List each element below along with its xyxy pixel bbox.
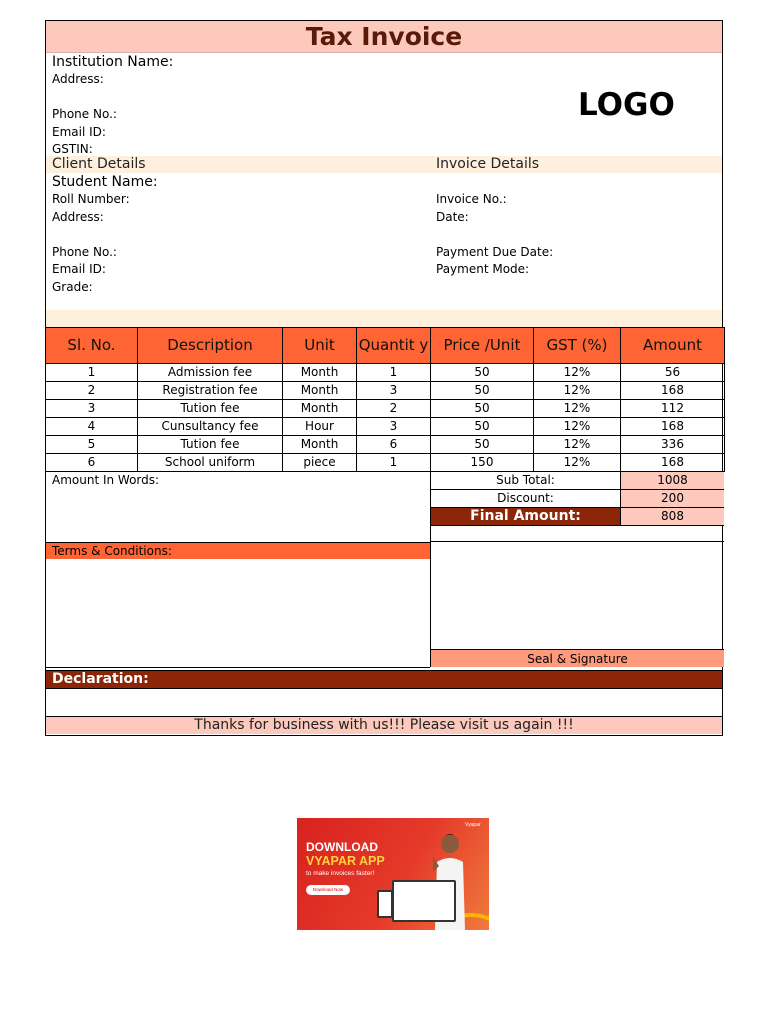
invoice-no-label: Invoice No.: xyxy=(436,192,507,206)
table-cell: 6 xyxy=(46,454,138,472)
institution-name-label: Institution Name: xyxy=(52,54,174,70)
banner-line3: to make invoices faster! xyxy=(306,870,375,877)
col-header: GST (%) xyxy=(534,328,621,364)
client-address-label: Address: xyxy=(52,209,104,224)
roll-number-label: Roll Number: xyxy=(52,192,130,206)
invoice-date-label: Date: xyxy=(436,209,469,224)
table-cell: 12% xyxy=(534,382,621,400)
table-cell: Registration fee xyxy=(138,382,283,400)
table-cell: 50 xyxy=(431,382,534,400)
discount-row xyxy=(430,490,724,508)
table-row xyxy=(46,436,725,454)
subtotal-row xyxy=(430,472,724,490)
invoice-details-label: Invoice Details xyxy=(436,156,540,172)
table-cell: 12% xyxy=(534,436,621,454)
institution-email-label: Email ID: xyxy=(52,124,106,139)
col-header: Description xyxy=(138,328,283,364)
table-row xyxy=(46,364,725,382)
table-cell: 150 xyxy=(431,454,534,472)
institution-phone-label: Phone No.: xyxy=(52,107,117,121)
table-cell: 168 xyxy=(621,382,725,400)
table-cell: 12% xyxy=(534,400,621,418)
items-table xyxy=(45,327,725,472)
institution-address-label: Address: xyxy=(52,72,104,86)
table-cell: 6 xyxy=(357,436,431,454)
col-header: Price /Unit xyxy=(431,328,534,364)
terms-label: Terms & Conditions: xyxy=(46,542,430,559)
final-amount-value: 808 xyxy=(621,508,724,525)
invoice-title: Tax Invoice xyxy=(46,21,722,53)
table-cell: 3 xyxy=(46,400,138,418)
table-cell: piece xyxy=(283,454,357,472)
table-cell: Month xyxy=(283,436,357,454)
table-cell: 336 xyxy=(621,436,725,454)
final-amount-label: Final Amount: xyxy=(430,508,621,525)
client-block xyxy=(46,173,722,310)
institution-gstin-label: GSTIN: xyxy=(52,142,93,156)
table-cell: Month xyxy=(283,364,357,382)
table-cell: 168 xyxy=(621,454,725,472)
table-cell: 1 xyxy=(357,454,431,472)
student-name-label: Student Name: xyxy=(52,174,158,190)
table-cell: Tution fee xyxy=(138,436,283,454)
table-cell: 12% xyxy=(534,454,621,472)
discount-value: 200 xyxy=(621,490,724,507)
table-cell: Hour xyxy=(283,418,357,436)
table-cell: 2 xyxy=(46,382,138,400)
table-row xyxy=(46,454,725,472)
payment-due-label: Payment Due Date: xyxy=(436,244,554,259)
table-row xyxy=(46,382,725,400)
invoice-details-block xyxy=(436,191,553,279)
laptop-illustration xyxy=(392,880,456,922)
blank-cell xyxy=(430,524,724,542)
col-header: Unit xyxy=(283,328,357,364)
table-cell: 50 xyxy=(431,400,534,418)
summary-area xyxy=(46,472,722,670)
grade-label: Grade: xyxy=(52,279,93,294)
col-header: Quantit y xyxy=(357,328,431,364)
col-header: Amount xyxy=(621,328,725,364)
footer-thanks: Thanks for business with us!!! Please visit us again !!! xyxy=(46,716,722,734)
table-cell: Month xyxy=(283,400,357,418)
table-cell: 168 xyxy=(621,418,725,436)
table-cell: 5 xyxy=(46,436,138,454)
table-cell: 56 xyxy=(621,364,725,382)
details-header xyxy=(46,156,722,173)
client-email-label: Email ID: xyxy=(52,262,106,276)
table-row xyxy=(46,418,725,436)
spacer-band xyxy=(46,310,722,327)
table-row xyxy=(46,400,725,418)
client-phone-label: Phone No.: xyxy=(52,244,117,259)
table-header-row xyxy=(46,328,725,364)
table-cell: 112 xyxy=(621,400,725,418)
table-cell: 1 xyxy=(357,364,431,382)
table-cell: 12% xyxy=(534,364,621,382)
table-cell: 50 xyxy=(431,436,534,454)
download-button[interactable]: Download Now xyxy=(306,885,350,895)
brand-label: Vyapar xyxy=(465,822,481,828)
table-cell: 50 xyxy=(431,364,534,382)
vyapar-download-banner[interactable] xyxy=(297,818,489,930)
phone-illustration xyxy=(377,890,393,918)
seal-signature-label: Seal & Signature xyxy=(430,649,724,667)
logo-placeholder: LOGO xyxy=(578,87,675,123)
blank-line xyxy=(436,226,553,244)
table-cell: 3 xyxy=(357,418,431,436)
divider xyxy=(46,667,430,668)
table-cell: Cunsultancy fee xyxy=(138,418,283,436)
table-cell: 2 xyxy=(357,400,431,418)
table-cell: Admission fee xyxy=(138,364,283,382)
payment-mode-label: Payment Mode: xyxy=(436,262,530,276)
col-header: Sl. No. xyxy=(46,328,138,364)
banner-line2: VYAPAR APP xyxy=(306,854,385,868)
table-cell: 50 xyxy=(431,418,534,436)
totals-block xyxy=(430,472,724,526)
table-cell: School uniform xyxy=(138,454,283,472)
table-cell: 4 xyxy=(46,418,138,436)
table-cell: 12% xyxy=(534,418,621,436)
blank-line xyxy=(52,226,722,244)
subtotal-value: 1008 xyxy=(621,472,724,489)
declaration-body xyxy=(46,688,722,716)
table-cell: 3 xyxy=(357,382,431,400)
table-cell: Tution fee xyxy=(138,400,283,418)
discount-label: Discount: xyxy=(430,490,621,507)
amount-in-words-label: Amount In Words: xyxy=(52,473,160,487)
institution-block xyxy=(46,53,722,156)
subtotal-label: Sub Total: xyxy=(430,472,621,489)
banner-line1: DOWNLOAD xyxy=(306,840,378,854)
invoice-sheet xyxy=(45,20,723,736)
table-cell: 1 xyxy=(46,364,138,382)
declaration-label: Declaration: xyxy=(46,670,722,688)
client-details-label: Client Details xyxy=(52,156,146,172)
table-cell: Month xyxy=(283,382,357,400)
